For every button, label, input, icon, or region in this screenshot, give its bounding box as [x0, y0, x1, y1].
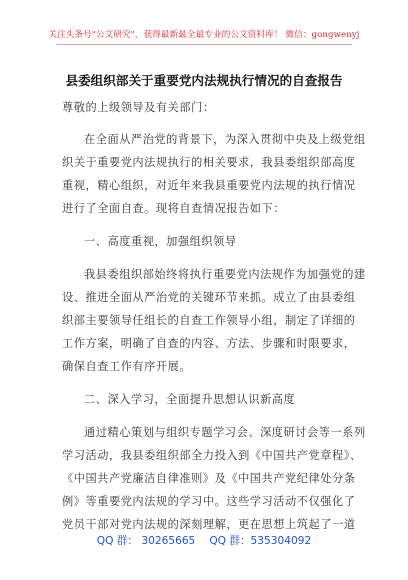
intro-line: 重视，精心组织，对近年来我县重要党内法规的执行情况 [62, 179, 356, 192]
section2-line: 党员干部对党内法规的深刻理解，更在思想上筑起了一道 [62, 518, 356, 531]
document-title: 县委组织部关于重要党内法规执行情况的自查报告 [65, 73, 343, 88]
section1-line: 织部主要领导任组长的自查工作领导小组，制定了详细的 [62, 314, 356, 327]
header-divider [56, 44, 352, 45]
section1-line: 确保自查工作有序开展。 [62, 360, 192, 373]
intro-line: 进行了全面自查。现将自查情况报告如下： [62, 202, 286, 215]
section1-line: 工作方案，明确了自查的内容、方法、步骤和时限要求， [62, 337, 356, 350]
section2-line: 《中国共产党廉洁自律准则》及《中国共产党纪律处分条 [62, 472, 356, 485]
intro-line: 在全面从严治党的背景下，为深入贯彻中央及上级党组 [84, 133, 366, 146]
footer-contacts [0, 533, 408, 548]
section-heading-2: 二、深入学习，全面提升思想认识新高度 [84, 393, 296, 406]
intro-line: 织关于重要党内法规执行的相关要求，我县委组织部高度 [62, 156, 356, 169]
header-banner: 关注头条号"公文研究"，获得最新最全最专业的公文资料库！ 微信：gongwenyj [48, 30, 360, 40]
qq-group-1: QQ 群： 30265665 [96, 535, 196, 547]
section2-line: 例》等重要党内法规的学习中。这些学习活动不仅强化了 [62, 495, 356, 508]
qq-group-2: QQ 群：535304092 [209, 535, 312, 547]
section1-line: 设、推进全面从严治党的关键环节来抓。成立了由县委组 [62, 291, 356, 304]
section2-line: 学习活动，我县委组织部全力投入到《中国共产党章程》、 [62, 449, 362, 462]
section2-line: 通过精心策划与组织专题学习会、深度研讨会等一系列 [84, 426, 366, 439]
section1-line: 我县委组织部始终将执行重要党内法规作为加强党的建 [84, 268, 366, 281]
section-heading-1: 一、高度重视，加强组织领导 [84, 235, 237, 248]
salutation: 尊敬的上级领导及有关部门： [62, 101, 215, 114]
